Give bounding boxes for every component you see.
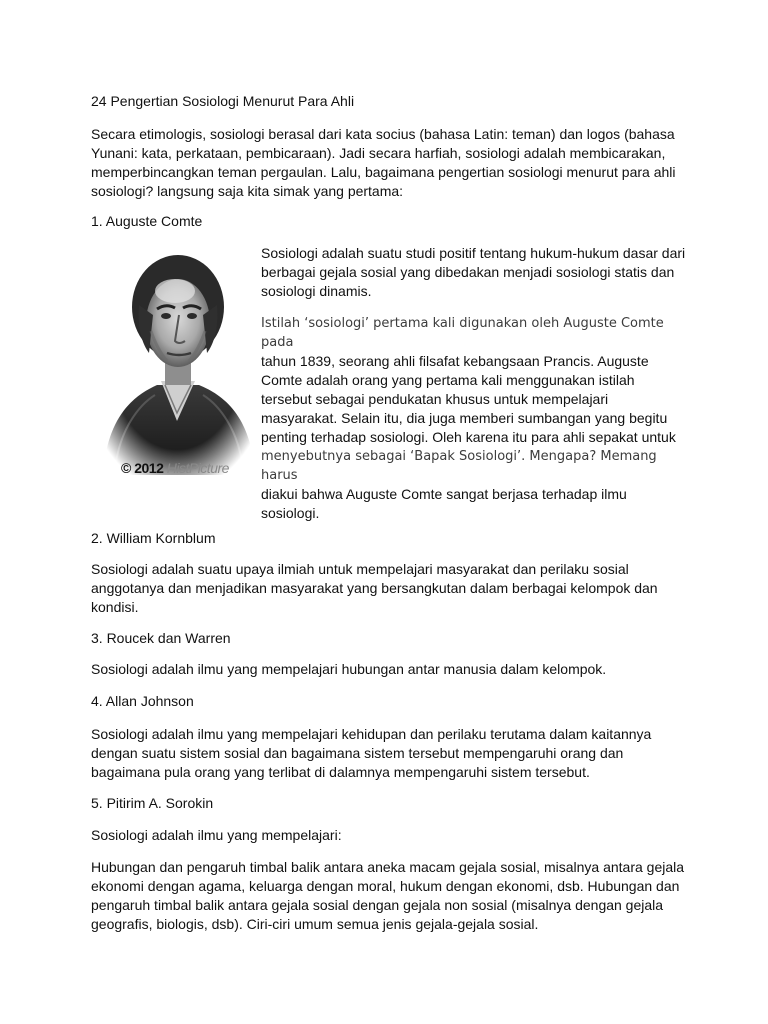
comte-note-line: masyarakat. Selain itu, dia juga memberi sumbangan yang begitu bbox=[261, 410, 668, 426]
section-heading-comte: 1. Auguste Comte bbox=[91, 213, 203, 229]
sorokin-definition: Sosiologi adalah ilmu yang mempelajari: bbox=[91, 827, 342, 843]
portrait-watermark bbox=[121, 459, 229, 478]
section-heading-johnson: 4. Allan Johnson bbox=[91, 693, 194, 709]
document-title: 24 Pengertian Sosiologi Menurut Para Ahli bbox=[91, 93, 355, 109]
comte-note-line: sosiologi. bbox=[261, 505, 320, 521]
kornblum-definition: Sosiologi adalah suatu upaya ilmiah untuk mempelajari masyarakat dan perilaku sosial anggotanya dan menjadikan masyarakat yang bersangkutan dalam berbagai kelompok dan kondisi. bbox=[91, 561, 658, 615]
comte-note-line: tahun 1839, seorang ahli filsafat kebangsaan Prancis. Auguste bbox=[261, 353, 649, 369]
comte-note-line: tersebut sebagai pendukatan khusus untuk mempelajari bbox=[261, 391, 609, 407]
sorokin-detail: Hubungan dan pengaruh timbal balik antara aneka macam gejala sosial, misalnya antara gejala ekonomi dengan agama, keluarga dengan moral, hukum dengan ekonomi, dsb. Hubungan dan pengaruh timbal balik antara gejala sosial dengan gejala non sosial (misalnya dengan gejala geografis, biologis, dsb). Ciri-ciri umum semua jenis gejala-gejala sosial. bbox=[91, 859, 685, 932]
section-heading-roucek-warren: 3. Roucek dan Warren bbox=[91, 630, 231, 646]
intro-paragraph: Secara etimologis, sosiologi berasal dari kata socius (bahasa Latin: teman) dan logos (bahasa Yunani: kata, perkataan, pembicaraan). Jadi secara harfiah, sosiologi adalah membicarakan, memperbincangkan teman pergaulan. Lalu, bagaimana pengertian sosiologi menurut para ahli sosiologi? langsung saja kita simak yang pertama: bbox=[91, 126, 676, 199]
watermark-copyright: © 2012 bbox=[121, 460, 164, 476]
comte-note-line: menyebutnya sebagai ‘Bapak Sosiologi’. Mengapa? Memang harus bbox=[261, 449, 657, 483]
portrait-engraving-icon bbox=[95, 245, 259, 480]
auguste-comte-portrait bbox=[95, 245, 259, 480]
comte-note-line: Comte adalah orang yang pertama kali menggunakan istilah bbox=[261, 372, 635, 388]
roucek-warren-definition: Sosiologi adalah ilmu yang mempelajari hubungan antar manusia dalam kelompok. bbox=[91, 661, 607, 677]
section-heading-kornblum: 2. William Kornblum bbox=[91, 530, 216, 546]
comte-note bbox=[261, 314, 691, 523]
johnson-definition: Sosiologi adalah ilmu yang mempelajari kehidupan dan perilaku terutama dalam kaitannya dengan suatu sistem sosial dan bagaimana sistem tersebut mempengaruhi orang dan bagaimana pula orang yang terlibat di dalamnya mempengaruhi sistem tersebut. bbox=[91, 726, 652, 780]
watermark-source: HistPicture bbox=[163, 460, 229, 476]
section-heading-sorokin: 5. Pitirim A. Sorokin bbox=[91, 795, 214, 811]
comte-note-line: diakui bahwa Auguste Comte sangat berjasa terhadap ilmu bbox=[261, 486, 627, 502]
comte-note-line: Istilah ‘sosiologi’ pertama kali digunakan oleh Auguste Comte pada bbox=[261, 316, 664, 350]
comte-definition: Sosiologi adalah suatu studi positif tentang hukum-hukum dasar dari berbagai gejala sosial yang dibedakan menjadi sosiologi statis dan sosiologi dinamis. bbox=[261, 245, 686, 299]
comte-note-line: penting terhadap sosiologi. Oleh karena itu para ahli sepakat untuk bbox=[261, 429, 676, 445]
